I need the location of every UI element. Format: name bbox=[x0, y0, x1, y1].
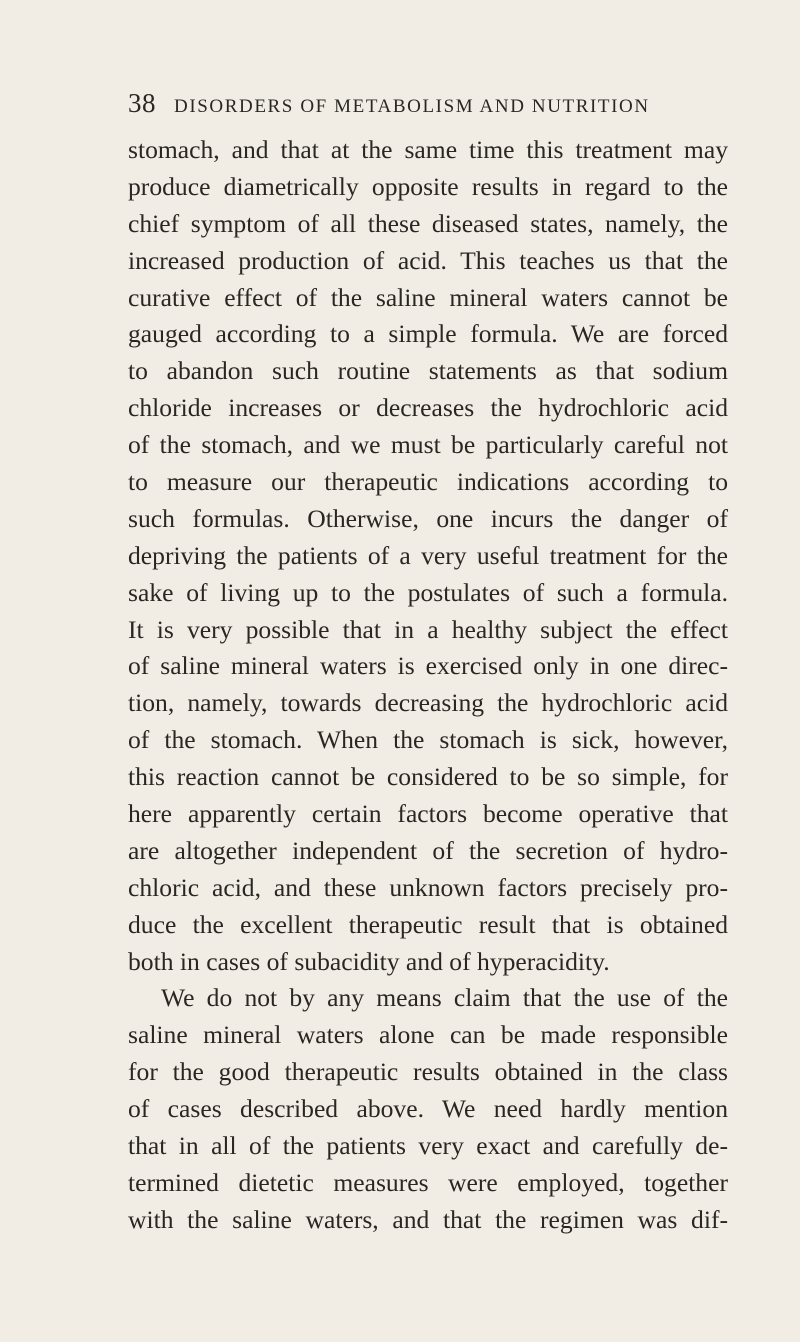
running-title: DISORDERS OF METABOLISM AND NUTRITION bbox=[174, 96, 650, 117]
text-line: increased production of acid. This teaches us that the bbox=[128, 245, 728, 275]
text-line: for the good therapeutic results obtained in the class bbox=[128, 1057, 728, 1087]
text-line: this reaction cannot be considered to be so simple, for bbox=[128, 762, 728, 792]
text-line: produce diametrically opposite results in regard to the bbox=[128, 171, 728, 201]
text-line: here apparently certain factors become operative that bbox=[128, 799, 728, 829]
text-line: We do not by any means claim that the use of the bbox=[161, 983, 728, 1013]
text-line: of the stomach, and we must be particularly careful not bbox=[128, 430, 728, 460]
text-line: stomach, and that at the same time this treatment may bbox=[128, 135, 728, 164]
text-line: chloride increases or decreases the hydrochloric acid bbox=[128, 393, 728, 423]
text-line: to measure our therapeutic indications according to bbox=[128, 467, 728, 497]
page-number: 38 bbox=[128, 88, 156, 118]
text-line: saline mineral waters alone can be made responsible bbox=[128, 1020, 728, 1050]
text-line: such formulas. Otherwise, one incurs the danger of bbox=[128, 503, 728, 533]
text-line: tion, namely, towards decreasing the hydrochloric acid bbox=[128, 688, 728, 718]
text-line: of cases described above. We need hardly mention bbox=[128, 1094, 728, 1124]
text-line: both in cases of subacidity and of hyperacidity. bbox=[128, 946, 610, 976]
text-line: with the saline waters, and that the regimen was dif- bbox=[128, 1204, 728, 1234]
text-line: duce the excellent therapeutic result that is obtained bbox=[128, 909, 728, 939]
text-line: of saline mineral waters is exercised only in one direc- bbox=[128, 651, 728, 681]
running-head bbox=[128, 88, 728, 124]
text-line: are altogether independent of the secretion of hydro- bbox=[128, 835, 728, 865]
text-line: gauged according to a simple formula. We are forced bbox=[128, 319, 728, 349]
text-line: curative effect of the saline mineral waters cannot be bbox=[128, 282, 728, 312]
text-line: to abandon such routine statements as that sodium bbox=[128, 356, 728, 386]
text-line: It is very possible that in a healthy subject the effect bbox=[128, 614, 728, 644]
text-line: chloric acid, and these unknown factors precisely pro- bbox=[128, 872, 728, 902]
text-line: sake of living up to the postulates of such a formula. bbox=[128, 577, 728, 607]
text-line: termined dietetic measures were employed, together bbox=[128, 1167, 728, 1197]
text-line: of the stomach. When the stomach is sick, however, bbox=[128, 725, 728, 755]
text-line: depriving the patients of a very useful treatment for the bbox=[128, 540, 728, 570]
body-text bbox=[128, 132, 728, 1239]
text-line: that in all of the patients very exact and carefully de- bbox=[128, 1131, 728, 1161]
text-line: chief symptom of all these diseased states, namely, the bbox=[128, 208, 728, 238]
